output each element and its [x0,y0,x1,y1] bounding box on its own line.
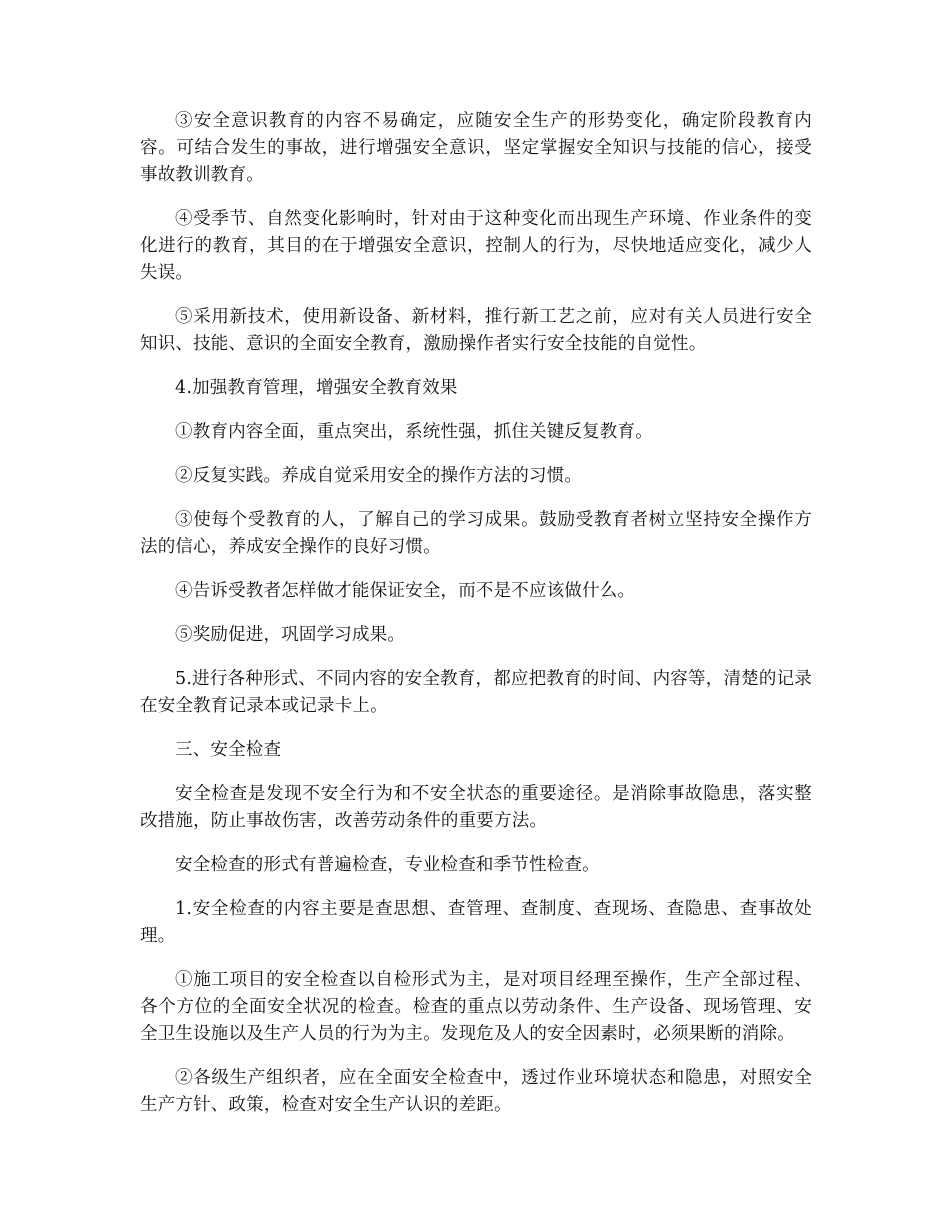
heading-strengthen-education: 4.加强教育管理，增强安全教育效果 [175,378,458,398]
paragraph-reward: ⑤奖励促进，巩固学习成果。 [175,625,406,645]
paragraph-seasonal-change: ④受季节、自然变化影响时，针对由于这种变化而出现生产环境、作业条件的变化进行的教育，其目的在于增强安全意识，控制人的行为，尽快地适应变化，减少人失误。 [140,209,812,283]
paragraph-inspection-content: 1.安全检查的内容主要是查思想、查管理、查制度、查现场、查隐患、查事故处理。 [140,899,812,946]
paragraph-tell-how-safe: ④告诉受教者怎样做才能保证安全，而不是不应该做什么。 [175,581,636,601]
paragraph-comprehensive-content: ①教育内容全面，重点突出，系统性强，抓住关键反复教育。 [175,422,653,442]
paragraph-new-technology: ⑤采用新技术，使用新设备、新材料，推行新工艺之前，应对有关人员进行安全知识、技能、意识的全面安全教育，激励操作者实行安全技能的自觉性。 [140,307,812,354]
paragraph-inspection-forms: 安全检查的形式有普遍检查，专业检查和季节性检查。 [175,855,600,875]
paragraph-production-organizers: ②各级生产组织者，应在全面安全检查中，透过作业环境状态和隐患，对照安全生产方针、政策，检查对安全生产认识的差距。 [140,1068,812,1115]
document-page [140,108,812,1136]
heading-safety-inspection: 三、安全检查 [175,740,282,760]
paragraph-repeated-practice: ②反复实践。养成自觉采用安全的操作方法的习惯。 [175,466,583,486]
paragraph-inspection-purpose: 安全检查是发现不安全行为和不安全状态的重要途径。是消除事故隐患，落实整改措施，防止事故伤害，改善劳动条件的重要方法。 [140,784,812,831]
paragraph-learning-results: ③使每个受教育的人，了解自己的学习成果。鼓励受教育者树立坚持安全操作方法的信心，养成安全操作的良好习惯。 [140,510,812,557]
paragraph-education-records: 5.进行各种形式、不同内容的安全教育，都应把教育的时间、内容等，清楚的记录在安全教育记录本或记录卡上。 [140,669,812,716]
paragraph-safety-awareness-content: ③安全意识教育的内容不易确定，应随安全生产的形势变化，确定阶段教育内容。可结合发生的事故，进行增强安全意识，坚定掌握安全知识与技能的信心，接受事故教训教育。 [140,111,812,185]
paragraph-self-inspection: ①施工项目的安全检查以自检形式为主，是对项目经理至操作，生产全部过程、各个方位的全面安全状况的检查。检查的重点以劳动条件、生产设备、现场管理、安全卫生设施以及生产人员的行为为主。发现危及人的安全因素时，必须果断的消除。 [140,970,812,1044]
